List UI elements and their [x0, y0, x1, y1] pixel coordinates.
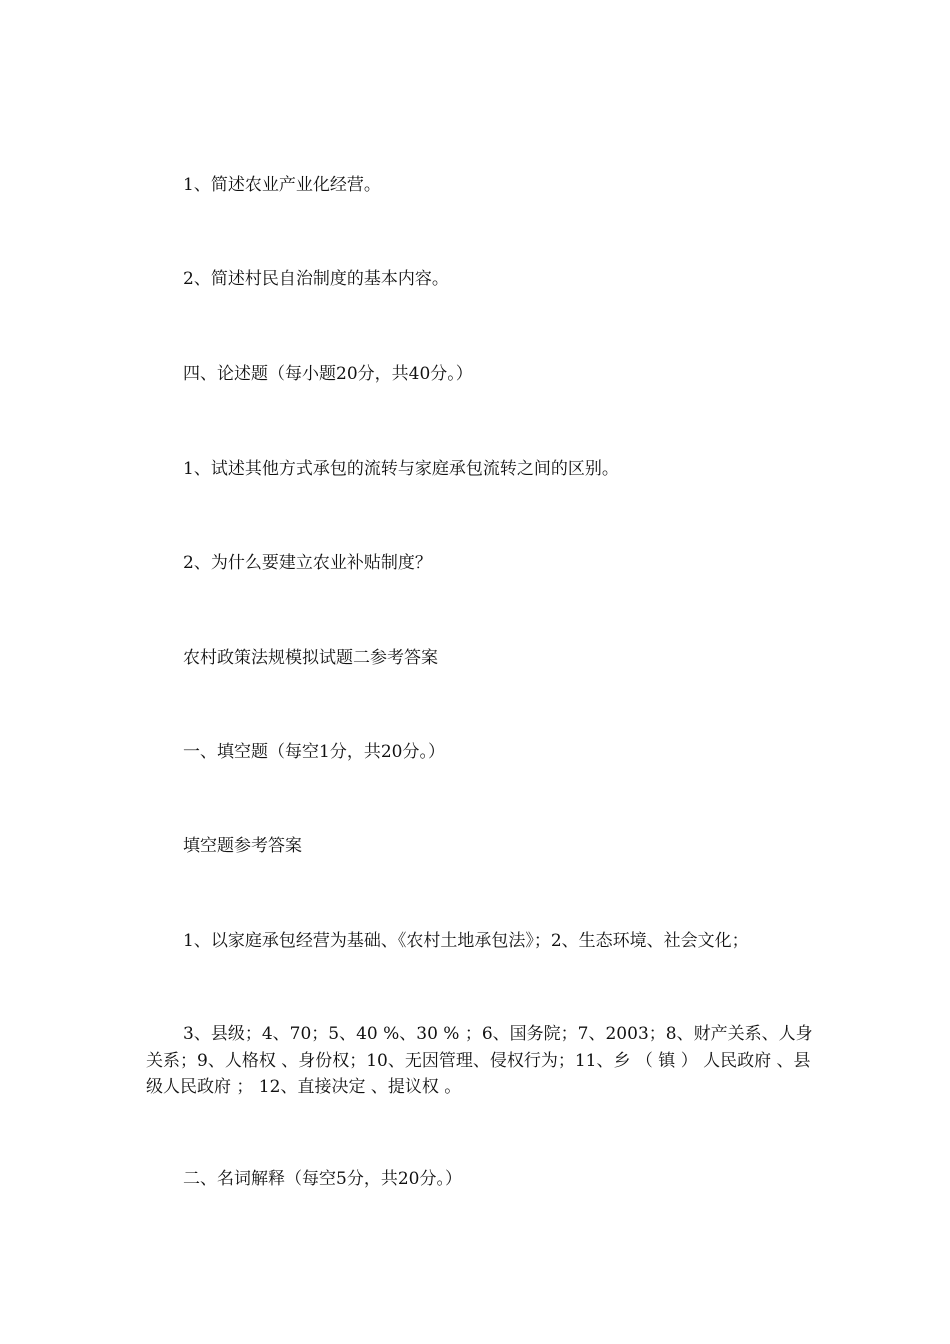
section-4-heading: 四、论述题（每小题20分，共40分。）: [183, 364, 473, 384]
section-1-heading: 一、填空题（每空1分，共20分。）: [183, 742, 445, 762]
question-4-2: 2、为什么要建立农业补贴制度？: [183, 553, 432, 573]
question-4-1: 1、试述其他方式承包的流转与家庭承包流转之间的区别。: [183, 459, 619, 479]
question-3-1: 1、简述农业产业化经营。: [183, 175, 381, 195]
answer-title: 农村政策法规模拟试题二参考答案: [183, 648, 438, 668]
section-2-heading: 二、名词解释（每空5分，共20分。）: [183, 1169, 462, 1189]
question-3-2: 2、简述村民自治制度的基本内容。: [183, 269, 449, 289]
fill-reference-heading: 填空题参考答案: [183, 836, 302, 856]
fill-answers-paragraph: 3、县级；4、70；5、40 %、30 % ；6、国务院；7、2003；8、财产关系、人身关系；9、人格权 、身份权；10、无因管理、侵权行为；11、乡 （ 镇 ） 人民政府 、县级人民政府 ； 12、直接决定 、提议权 。: [146, 1024, 813, 1097]
fill-answers-line-1: 1、以家庭承包经营为基础、《农村土地承包法》；2、生态环境、社会文化；: [183, 931, 749, 951]
